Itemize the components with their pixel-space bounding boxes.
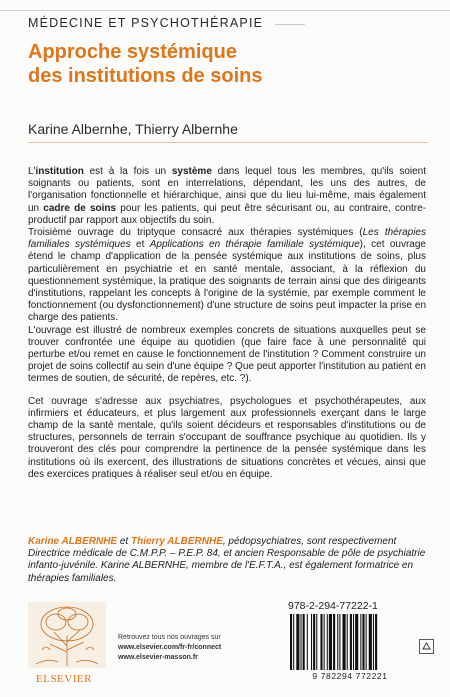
publisher-name: ELSEVIER [36,673,92,685]
barcode-bar [339,614,340,670]
authors: Karine Albernhe, Thierry Albernhe [28,121,238,137]
barcode-bar [311,614,312,670]
barcode-bar [360,614,361,670]
website-intro: Retrouvez tous nos ouvrages sur [118,634,221,641]
barcode-bar [303,614,305,670]
barcode-bar [290,614,292,670]
blurb-paragraph-4: Cet ouvrage s'adresse aux psychiatres, psychologues et psychothérapeutes, aux infirmiers et éducateurs, et plus largement aux professionnels exerçant dans le large champ de la santé mentale, qu'ils soient décideurs et responsables d'institutions ou de structures, personnels de terrain s'occupant de souffrance psychique au quotidien. Ils y trouveront des clés pour comprendre la pertinence de la pensée systémique dans les institutions où ils exercent, des illustrations de situations concrètes et vécues, ainsi que des exercices pratiques à réaliser seul et/ou en équipe. [28,395,426,480]
barcode-bar [353,614,354,670]
barcode-bar [355,614,358,670]
barcode-bar [333,614,335,670]
recycle-icon [419,639,434,654]
barcode-bar [347,614,348,670]
barcode-bar [313,614,315,670]
barcode-bar [327,614,328,670]
url-text[interactable]: www.elsevier.com/fr-fr/connect [118,644,222,651]
barcode-bar [324,614,325,670]
text: ), cet ouvrage étend le champ d'application de la pensée systémique aux institutions de soins, plus particulièrement en psychiatrie et en santé mentale, associant, à la réflexion du questionnement systémique, la pratique des soignants de terrain ainsi que des dirigeants d'institutions, rappelant les concepts à l'origine de la systémie, par exemple comment le fonctionnement (ou dysfonctionnement) d'une structure de soins peut impacter la prise en charge des patients. [28,239,426,324]
title-line-1: Approche systémique [28,41,237,63]
barcode-bar [375,614,377,670]
paragraph-gap [28,386,426,396]
book-title-1: Les thérapies familiales systémiques [28,227,426,251]
author-bio [28,536,426,585]
bio-author-2: Thierry ALBERNHE [131,536,223,547]
blurb-paragraph-3: L'ouvrage est illustré de nombreux exemples concrets de situations auxquelles peut se trouver confrontée une équipe au quotidien (que faire face à une personnalité qui perturbe et/ou remet en cause le fonctionnement de l'institution ? Comment construire un projet de soins collectif au sein d'une équipe ? Que peut apporter l'institution au patient en termes de soutien, de sécurité, de repères, etc. ?). [28,324,426,385]
text: et [130,239,150,251]
text: pour les patients, qui peut être sécurisant ou, au contraire, contre-productif par rapport aux objectifs du soin. [28,202,427,226]
barcode-bar [369,614,372,670]
barcode-bar [337,614,338,670]
barcode-bar [329,614,332,670]
elsevier-tree-logo [28,602,106,668]
barcode [286,614,414,670]
text: Troisième ouvrage du triptyque consacré aux thérapies systémiques ( [28,227,363,239]
barcode-bar [362,614,364,670]
url-text[interactable]: www.elsevier-masson.fr [118,654,198,661]
website-info [118,633,221,663]
book-title [28,40,428,88]
barcode-bar [293,614,294,670]
text: dans lequel tous les membres, qu'ils soient soignants ou patients, sont en interrelations, dépendant, les uns des autres, de l'organisation fonctionnelle et hiérarchique, ainsi que du lieu lui-même, mais également un [28,166,427,214]
barcode-bar [301,614,302,670]
barcode-bar [307,614,308,670]
barcode-bar [350,614,352,670]
website-url-1[interactable] [118,643,221,653]
title-line-2: des institutions de soins [28,65,263,87]
series-name: MÉDECINE ET PSYCHOTHÉRAPIE [28,16,264,30]
barcode-bar [366,614,367,670]
barcode-digits: 9 782294 772221 [312,671,388,681]
text: L' [28,166,36,177]
barcode-bar [296,614,299,670]
isbn: 978-2-294-77222-1 [288,600,378,612]
barcode-bar [316,614,317,670]
authors-divider [28,142,428,143]
website-url-2[interactable] [118,653,221,663]
term-institution: institution [35,166,84,177]
barcode-bar [343,614,346,670]
blurb-paragraph-2 [28,227,426,325]
top-divider [0,10,450,11]
book-title-2: Applications en thérapie familiale systémique [149,239,360,251]
term-systeme: système [171,166,212,177]
barcode-bar [320,614,322,670]
bio-author-1: Karine ALBERNHE [28,536,118,547]
blurb [28,166,426,481]
text: est à la fois un [83,166,172,177]
term-cadre: cadre de soins [43,202,117,214]
barcode-bar [373,614,374,670]
bio-text: , pédopsychiatres, sont respectivement Directrice médicale de C.M.P.P. – P.E.P. 84, et ancien Responsable de pôle de psychiatrie infanto-juvénile. Karine ALBERNHE, membre de l'E.F.T.A., est également formatrice en thérapies familiales. [28,536,426,584]
text: et [117,536,131,547]
blurb-paragraph-1 [28,166,426,227]
series-divider [275,24,305,25]
